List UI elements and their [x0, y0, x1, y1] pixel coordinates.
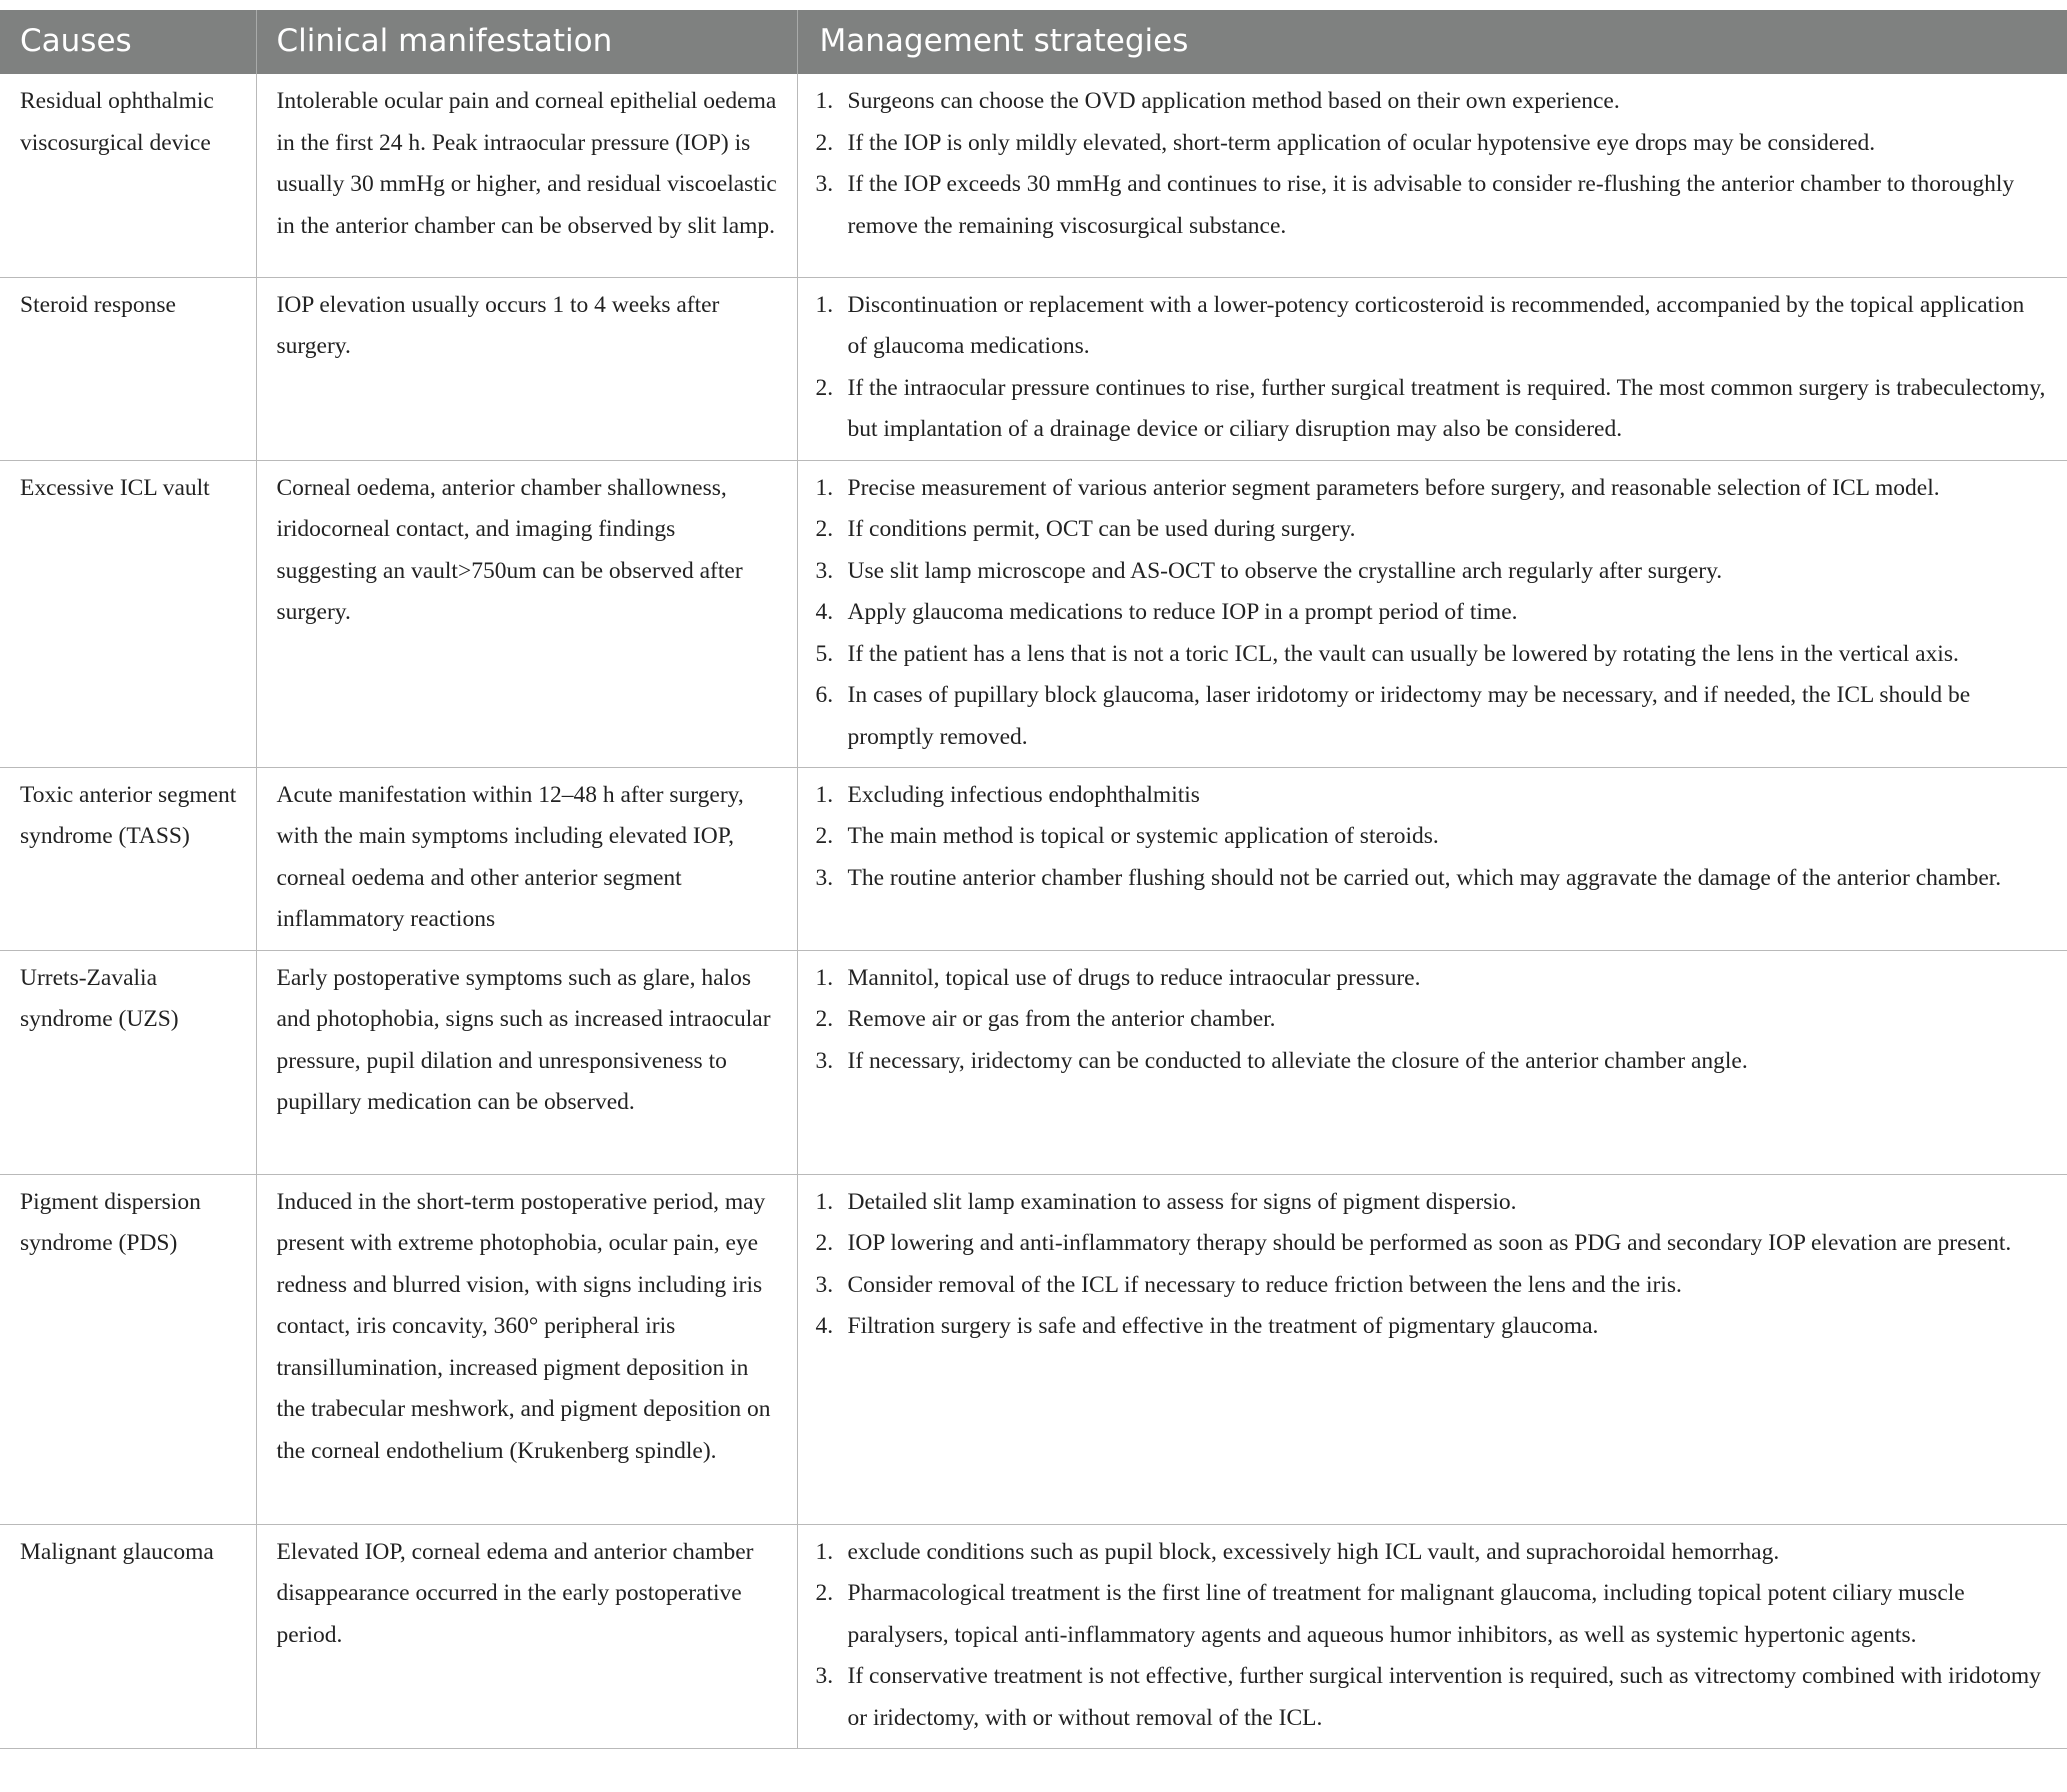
strategy-list-item	[816, 816, 2048, 858]
strategy-text: If the IOP is only mildly elevated, short-term application of ocular hypotensive eye drops may be considered.	[847, 129, 1876, 156]
complications-table-container	[0, 10, 2067, 1749]
strategy-text: If necessary, iridectomy can be conducted to alleviate the closure of the anterior chamber angle.	[847, 1047, 1748, 1074]
management-strategies-cell	[797, 1524, 2067, 1748]
strategy-list-item	[816, 123, 2048, 165]
strategy-number: 1.	[815, 964, 834, 991]
cause-cell: Toxic anterior segment syndrome (TASS)	[0, 767, 256, 950]
strategy-number: 3.	[815, 1271, 834, 1298]
table-row	[0, 277, 2067, 460]
strategy-list	[816, 958, 2048, 1083]
strategy-number: 2.	[815, 1006, 834, 1032]
strategy-number: 1.	[815, 291, 834, 318]
strategy-text: If the patient has a lens that is not a toric ICL, the vault can usually be lowered by rotating the lens in the vertical axis.	[847, 640, 1959, 667]
strategy-text: Filtration surgery is safe and effective in the treatment of pigmentary glaucoma.	[847, 1313, 1599, 1339]
management-strategies-cell	[797, 1174, 2067, 1524]
header-row	[0, 10, 2067, 74]
strategy-text: Pharmacological treatment is the first line of treatment for malignant glaucoma, including topical potent ciliary muscle paralysers, topical anti-inflammatory agents and aqueous humor inhibitors, as well as systemic hypertonic agents.	[847, 1580, 1965, 1648]
strategy-text: IOP lowering and anti-inflammatory therapy should be performed as soon as PDG and secondary IOP elevation are present.	[847, 1230, 2012, 1256]
header-management-strategies: Management strategies	[797, 10, 2067, 74]
strategy-list-item	[816, 1656, 2048, 1739]
management-strategies-cell	[797, 950, 2067, 1174]
table-row	[0, 460, 2067, 767]
cause-cell: Steroid response	[0, 277, 256, 460]
clinical-manifestation-cell: Early postoperative symptoms such as glare, halos and photophobia, signs such as increased intraocular pressure, pupil dilation and unresponsiveness to pupillary medication can be observed.	[256, 950, 797, 1174]
strategy-list-item	[816, 775, 2048, 817]
strategy-list-item	[816, 285, 2048, 368]
strategy-list-item	[816, 509, 2048, 551]
strategy-list	[816, 468, 2048, 759]
strategy-list	[816, 775, 2048, 900]
management-strategies-cell	[797, 460, 2067, 767]
management-strategies-cell	[797, 767, 2067, 950]
strategy-list-item	[816, 1265, 2048, 1307]
strategy-text: The routine anterior chamber flushing should not be carried out, which may aggravate the damage of the anterior chamber.	[847, 864, 2002, 891]
strategy-number: 3.	[815, 171, 834, 197]
table-header	[0, 10, 2067, 74]
strategy-number: 1.	[815, 781, 834, 808]
strategy-number: 3.	[815, 1663, 834, 1689]
strategy-text: If conditions permit, OCT can be used during surgery.	[847, 516, 1356, 542]
strategy-list-item	[816, 1532, 2048, 1574]
strategy-text: If the IOP exceeds 30 mmHg and continues to rise, it is advisable to consider re-flushing the anterior chamber to thoroughly remove the remaining viscosurgical substance.	[847, 171, 2015, 239]
strategy-list-item	[816, 675, 2048, 758]
strategy-number: 2.	[815, 1230, 834, 1256]
table-body	[0, 74, 2067, 1748]
strategy-list-item	[816, 858, 2048, 900]
strategy-number: 3.	[815, 1047, 834, 1074]
table-row	[0, 1524, 2067, 1748]
table-row	[0, 950, 2067, 1174]
table-row	[0, 1174, 2067, 1524]
clinical-manifestation-cell: Induced in the short-term postoperative period, may present with extreme photophobia, ocular pain, eye redness and blurred vision, with signs including iris contact, iris concavity, 360° peripheral iris transillumination, increased pigment deposition in the trabecular meshwork, and pigment deposition on the corneal endothelium (Krukenberg spindle).	[256, 1174, 797, 1524]
strategy-number: 2.	[815, 1580, 834, 1606]
header-causes: Causes	[0, 10, 256, 74]
strategy-number: 5.	[815, 640, 834, 667]
strategy-list-item	[816, 81, 2048, 123]
strategy-list-item	[816, 1223, 2048, 1265]
strategy-text: Precise measurement of various anterior segment parameters before surgery, and reasonable selection of ICL model.	[847, 474, 1940, 501]
clinical-manifestation-cell: Corneal oedema, anterior chamber shallowness, iridocorneal contact, and imaging findings suggesting an vault>750um can be observed after surgery.	[256, 460, 797, 767]
strategy-number: 2.	[815, 374, 834, 401]
strategy-list	[816, 1182, 2048, 1348]
strategy-text: Mannitol, topical use of drugs to reduce intraocular pressure.	[847, 964, 1421, 991]
strategy-number: 4.	[815, 599, 834, 625]
strategy-list-item	[816, 468, 2048, 510]
cause-cell: Residual ophthalmic viscosurgical device	[0, 74, 256, 277]
cause-cell: Urrets-Zavalia syndrome (UZS)	[0, 950, 256, 1174]
strategy-text: If conservative treatment is not effective, further surgical intervention is required, such as vitrectomy combined with iridotomy or iridectomy, with or without removal of the ICL.	[847, 1663, 2041, 1731]
strategy-list-item	[816, 634, 2048, 676]
strategy-list	[816, 285, 2048, 451]
strategy-number: 1.	[815, 1188, 834, 1215]
strategy-number: 1.	[815, 1538, 834, 1565]
strategy-number: 2.	[815, 516, 834, 542]
strategy-list-item	[816, 164, 2048, 247]
strategy-text: In cases of pupillary block glaucoma, laser iridotomy or iridectomy may be necessary, and if needed, the ICL should be promptly removed.	[847, 682, 1971, 750]
strategy-number: 1.	[815, 88, 834, 114]
complications-table	[0, 10, 2067, 1749]
strategy-list-item	[816, 999, 2048, 1041]
strategy-list-item	[816, 368, 2048, 451]
strategy-text: exclude conditions such as pupil block, excessively high ICL vault, and suprachoroidal hemorrhag.	[847, 1538, 1780, 1565]
strategy-list-item	[816, 958, 2048, 1000]
clinical-manifestation-cell: Intolerable ocular pain and corneal epithelial oedema in the first 24 h. Peak intraocular pressure (IOP) is usually 30 mmHg or higher, and residual viscoelastic in the anterior chamber can be observed by slit lamp.	[256, 74, 797, 277]
strategy-number: 6.	[815, 682, 834, 708]
strategy-list-item	[816, 1041, 2048, 1083]
strategy-list-item	[816, 592, 2048, 634]
strategy-text: The main method is topical or systemic application of steroids.	[847, 823, 1439, 849]
strategy-list-item	[816, 551, 2048, 593]
strategy-text: Remove air or gas from the anterior chamber.	[847, 1006, 1276, 1032]
clinical-manifestation-cell: Acute manifestation within 12–48 h after surgery, with the main symptoms including elevated IOP, corneal oedema and other anterior segment inflammatory reactions	[256, 767, 797, 950]
cause-cell: Excessive ICL vault	[0, 460, 256, 767]
strategy-number: 3.	[815, 557, 834, 584]
cause-cell: Malignant glaucoma	[0, 1524, 256, 1748]
strategy-number: 3.	[815, 864, 834, 891]
strategy-text: If the intraocular pressure continues to rise, further surgical treatment is required. The most common surgery is trabeculectomy, but implantation of a drainage device or ciliary disruption may also be considered.	[847, 374, 2046, 442]
cause-cell: Pigment dispersion syndrome (PDS)	[0, 1174, 256, 1524]
table-row	[0, 767, 2067, 950]
strategy-text: Surgeons can choose the OVD application method based on their own experience.	[847, 88, 1620, 114]
strategy-list	[816, 81, 2048, 247]
strategy-list	[816, 1532, 2048, 1740]
strategy-text: Detailed slit lamp examination to assess for signs of pigment dispersio.	[847, 1188, 1517, 1215]
strategy-list-item	[816, 1182, 2048, 1224]
strategy-text: Use slit lamp microscope and AS-OCT to observe the crystalline arch regularly after surgery.	[847, 557, 1723, 584]
clinical-manifestation-cell: IOP elevation usually occurs 1 to 4 weeks after surgery.	[256, 277, 797, 460]
clinical-manifestation-cell: Elevated IOP, corneal edema and anterior chamber disappearance occurred in the early postoperative period.	[256, 1524, 797, 1748]
strategy-list-item	[816, 1306, 2048, 1348]
management-strategies-cell	[797, 277, 2067, 460]
strategy-list-item	[816, 1573, 2048, 1656]
table-row	[0, 74, 2067, 277]
strategy-text: Consider removal of the ICL if necessary to reduce friction between the lens and the iris.	[847, 1271, 1682, 1298]
strategy-text: Apply glaucoma medications to reduce IOP in a prompt period of time.	[847, 599, 1518, 625]
header-clinical-manifestation: Clinical manifestation	[256, 10, 797, 74]
management-strategies-cell	[797, 74, 2067, 277]
strategy-number: 2.	[815, 129, 834, 156]
strategy-number: 1.	[815, 474, 834, 501]
strategy-number: 2.	[815, 823, 834, 849]
strategy-text: Excluding infectious endophthalmitis	[847, 781, 1200, 808]
strategy-number: 4.	[815, 1313, 834, 1339]
strategy-text: Discontinuation or replacement with a lower-potency corticosteroid is recommended, accompanied by the topical application of glaucoma medications.	[847, 291, 2025, 359]
